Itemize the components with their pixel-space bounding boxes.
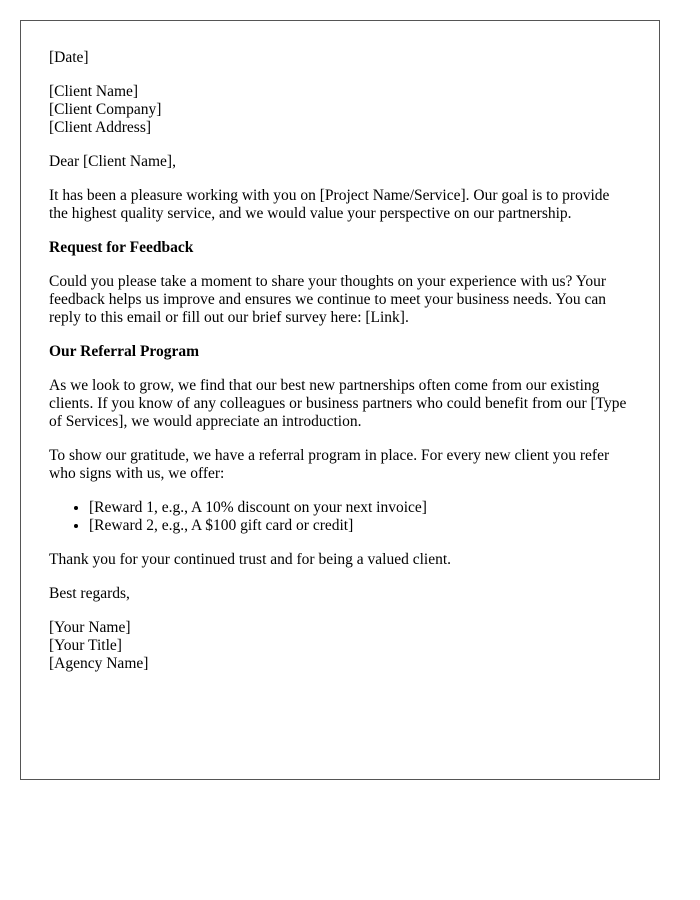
sender-title: [Your Title] [49,637,122,654]
letter-document [20,20,660,780]
thanks-paragraph [49,551,631,569]
recipient-name: [Client Name] [49,83,139,100]
date-text: [Date] [49,49,89,66]
intro-text: It has been a pleasure working with you on [Project Name/Service]. Our goal is to provide the highest quality service, and we would value your perspective on our partnership. [49,187,610,222]
signature-block [49,619,631,673]
recipient-address: [Client Address] [49,119,152,136]
thanks-text: Thank you for your continued trust and for being a valued client. [49,551,452,568]
referral-text-2: To show our gratitude, we have a referral program in place. For every new client you refer who signs with us, we offer: [49,447,610,482]
rewards-list [49,499,631,535]
recipient-company: [Client Company] [49,101,162,118]
sender-name: [Your Name] [49,619,131,636]
feedback-text: Could you please take a moment to share your thoughts on your experience with us? Your feedback helps us improve and ensures we continue to meet your business needs. You can reply to this email or fill out our brief survey here: [Link]. [49,273,607,326]
intro-paragraph [49,187,631,223]
referral-paragraph-2 [49,447,631,483]
referral-paragraph-1 [49,377,631,431]
feedback-heading: Request for Feedback [49,239,194,256]
closing-line [49,585,631,603]
referral-heading: Our Referral Program [49,343,200,360]
referral-text-1: As we look to grow, we find that our best new partnerships often come from our existing clients. If you know of any colleagues or business partners who could benefit from our [Type of Services], we would appreciate an introduction. [49,377,627,430]
feedback-paragraph [49,273,631,327]
list-item: • [Reward 2, e.g., A $100 gift card or credit] [89,517,631,535]
list-item: • [Reward 1, e.g., A 10% discount on your next invoice] [89,499,631,517]
salutation-text: Dear [Client Name], [49,153,176,170]
sender-agency: [Agency Name] [49,655,149,672]
date-line [49,49,631,67]
recipient-address-block [49,83,631,137]
closing-text: Best regards, [49,585,130,602]
salutation [49,153,631,171]
